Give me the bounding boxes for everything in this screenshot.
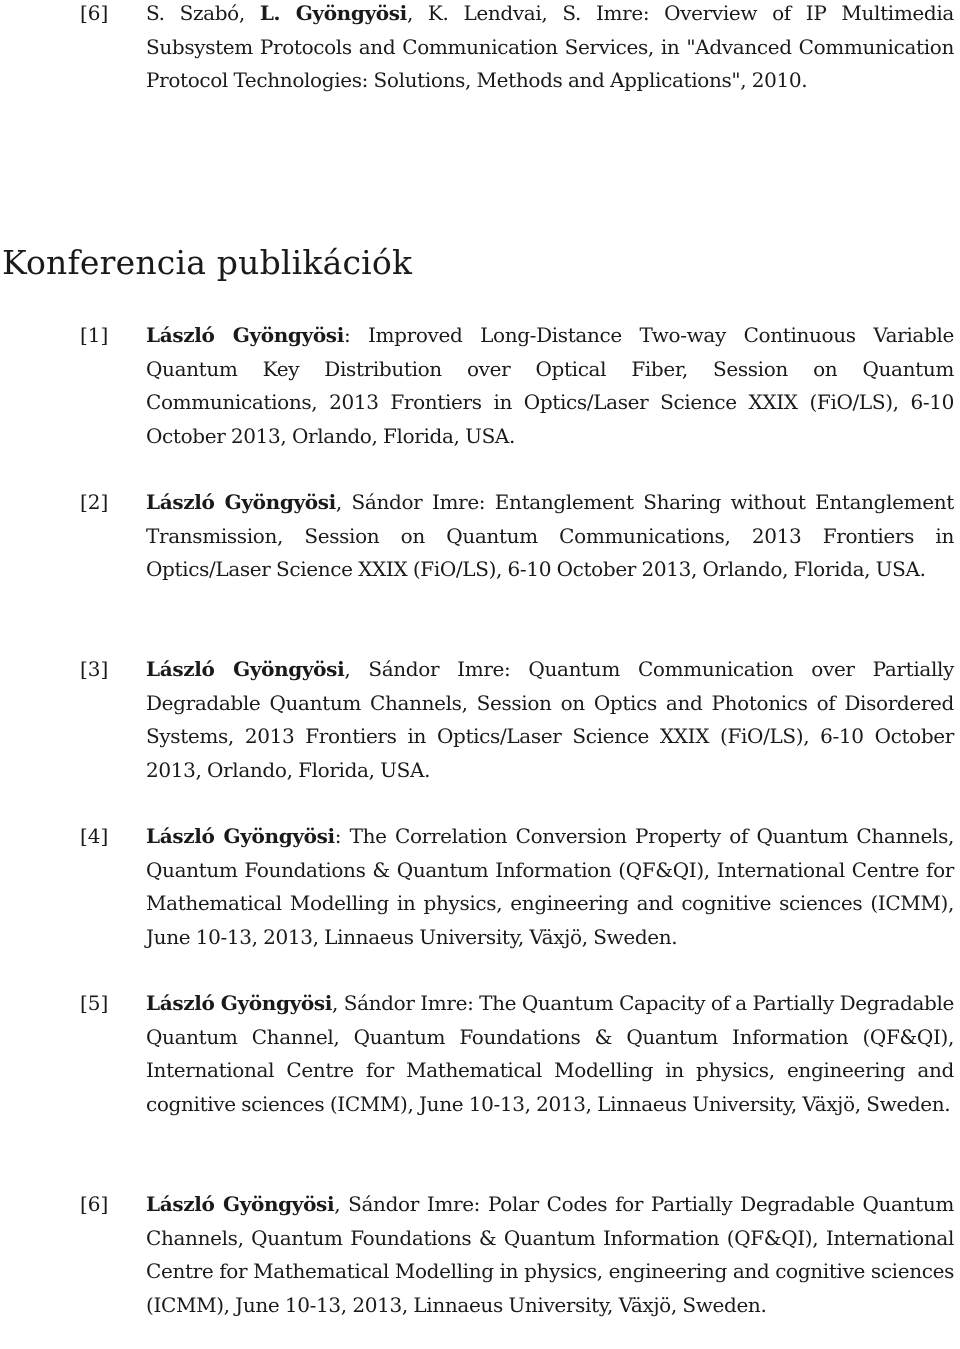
reference-details: , Sándor Imre: Entanglement Sharing without Entanglement Transmission, Session on Quantum Communications, 2013 Frontiers in Optics/Laser Science XXIX (FiO/LS), 6-10 October 2013, Orlando, Florida, USA. (146, 490, 954, 581)
reference-bold-author: László Gyöngyösi (146, 991, 333, 1015)
reference-number: [6] (80, 1, 109, 25)
reference-text (146, 319, 954, 453)
reference-number: [3] (80, 657, 109, 681)
reference-number: [1] (80, 323, 109, 347)
reference-bold-author: László Gyöngyösi (146, 323, 344, 347)
reference-text (146, 820, 954, 954)
reference-authors: S. Szabó, (146, 1, 260, 25)
reference-details: : Improved Long-Distance Two-way Continuous Variable Quantum Key Distribution over Optical Fiber, Session on Quantum Communications, 2013 Frontiers in Optics/Laser Science XXIX (FiO/LS), 6-10 October 2013, Orlando, Florida, USA. (146, 323, 954, 448)
reference-bold-author: László Gyöngyösi (146, 657, 345, 681)
reference-entry (0, 653, 960, 787)
section-title: Konferencia publikációk (2, 243, 413, 282)
reference-number: [2] (80, 490, 109, 514)
reference-details: : Overview of IP Multimedia Subsystem Protocols and Communication Services, in "Advanced Communication Protocol Technologies: Solutions, Methods and Applications", 2010. (146, 1, 954, 92)
reference-authors: , K. Lendvai, S. Imre (406, 1, 643, 25)
reference-details: , Sándor Imre: The Quantum Capacity of a Partially Degradable Quantum Channel, Quantum Foundations & Quantum Information (QF&QI), International Centre for Mathematical Modelling in physics, engineering and cognitive sciences (ICMM), June 10-13, 2013, Linnaeus University, Växjö, Sweden. (146, 991, 954, 1116)
reference-entry-previous (0, 0, 960, 98)
reference-bold-author: László Gyöngyösi (146, 1192, 335, 1216)
reference-details: , Sándor Imre: Polar Codes for Partially Degradable Quantum Channels, Quantum Foundations & Quantum Information (QF&QI), International Centre for Mathematical Modelling in physics, engineering and cognitive sciences (ICMM), June 10-13, 2013, Linnaeus University, Växjö, Sweden. (146, 1192, 954, 1317)
reference-text (146, 0, 954, 98)
reference-entry (0, 820, 960, 954)
reference-text (146, 987, 954, 1121)
reference-entry (0, 1188, 960, 1322)
reference-number: [4] (80, 824, 109, 848)
reference-number: [6] (80, 1192, 109, 1216)
reference-entry (0, 319, 960, 453)
reference-entry (0, 987, 960, 1121)
reference-bold-author: László Gyöngyösi (146, 824, 335, 848)
reference-number: [5] (80, 991, 109, 1015)
reference-bold-author: László Gyöngyösi (146, 490, 336, 514)
reference-details: , Sándor Imre: Quantum Communication over Partially Degradable Quantum Channels, Session on Optics and Photonics of Disordered Systems, 2013 Frontiers in Optics/Laser Science XXIX (FiO/LS), 6-10 October 2013, Orlando, Florida, USA. (146, 657, 954, 782)
reference-text (146, 486, 954, 587)
reference-entry (0, 486, 960, 587)
reference-bold-author: L. Gyöngyösi (259, 1, 407, 25)
reference-details: : The Correlation Conversion Property of Quantum Channels, Quantum Foundations & Quantum Information (QF&QI), International Centre for Mathematical Modelling in physics, engineering and cognitive sciences (ICMM), June 10-13, 2013, Linnaeus University, Växjö, Sweden. (146, 824, 955, 949)
reference-text (146, 1188, 954, 1322)
reference-text (146, 653, 954, 787)
